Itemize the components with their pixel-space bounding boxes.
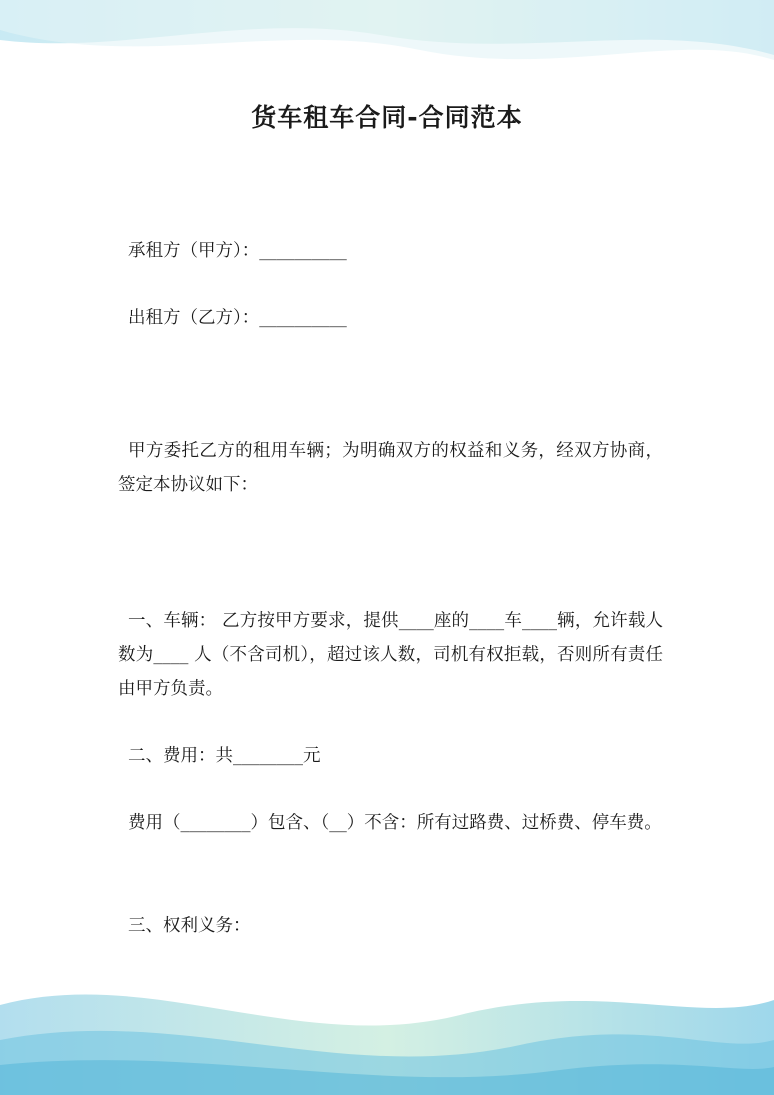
lessee-line: 承租方（甲方）：__________ (128, 241, 347, 261)
lessor-line: 出租方（乙方）：__________ (128, 308, 347, 328)
intro-paragraph: 甲方委托乙方的租用车辆；为明确双方的权益和义务，经双方协商，签定本协议如下： (118, 441, 663, 495)
decorative-bottom-wave (0, 945, 774, 1095)
decorative-top-wave (0, 0, 774, 90)
clause-vehicle: 一、车辆： 乙方按甲方要求，提供____座的____车____辆，允许载人数为____ 人（不含司机），超过该人数，司机有权拒载，否则所有责任由甲方负责。 (118, 611, 663, 699)
clause-rights: 三、权利义务： (128, 916, 251, 936)
page-title: 货车租车合同-合同范本 (251, 103, 523, 132)
clause-fee: 二、费用：共________元 (128, 746, 321, 766)
fee-scope: 费用（________）包含、（__）不含：所有过路费、过桥费、停车费。 (128, 813, 662, 833)
